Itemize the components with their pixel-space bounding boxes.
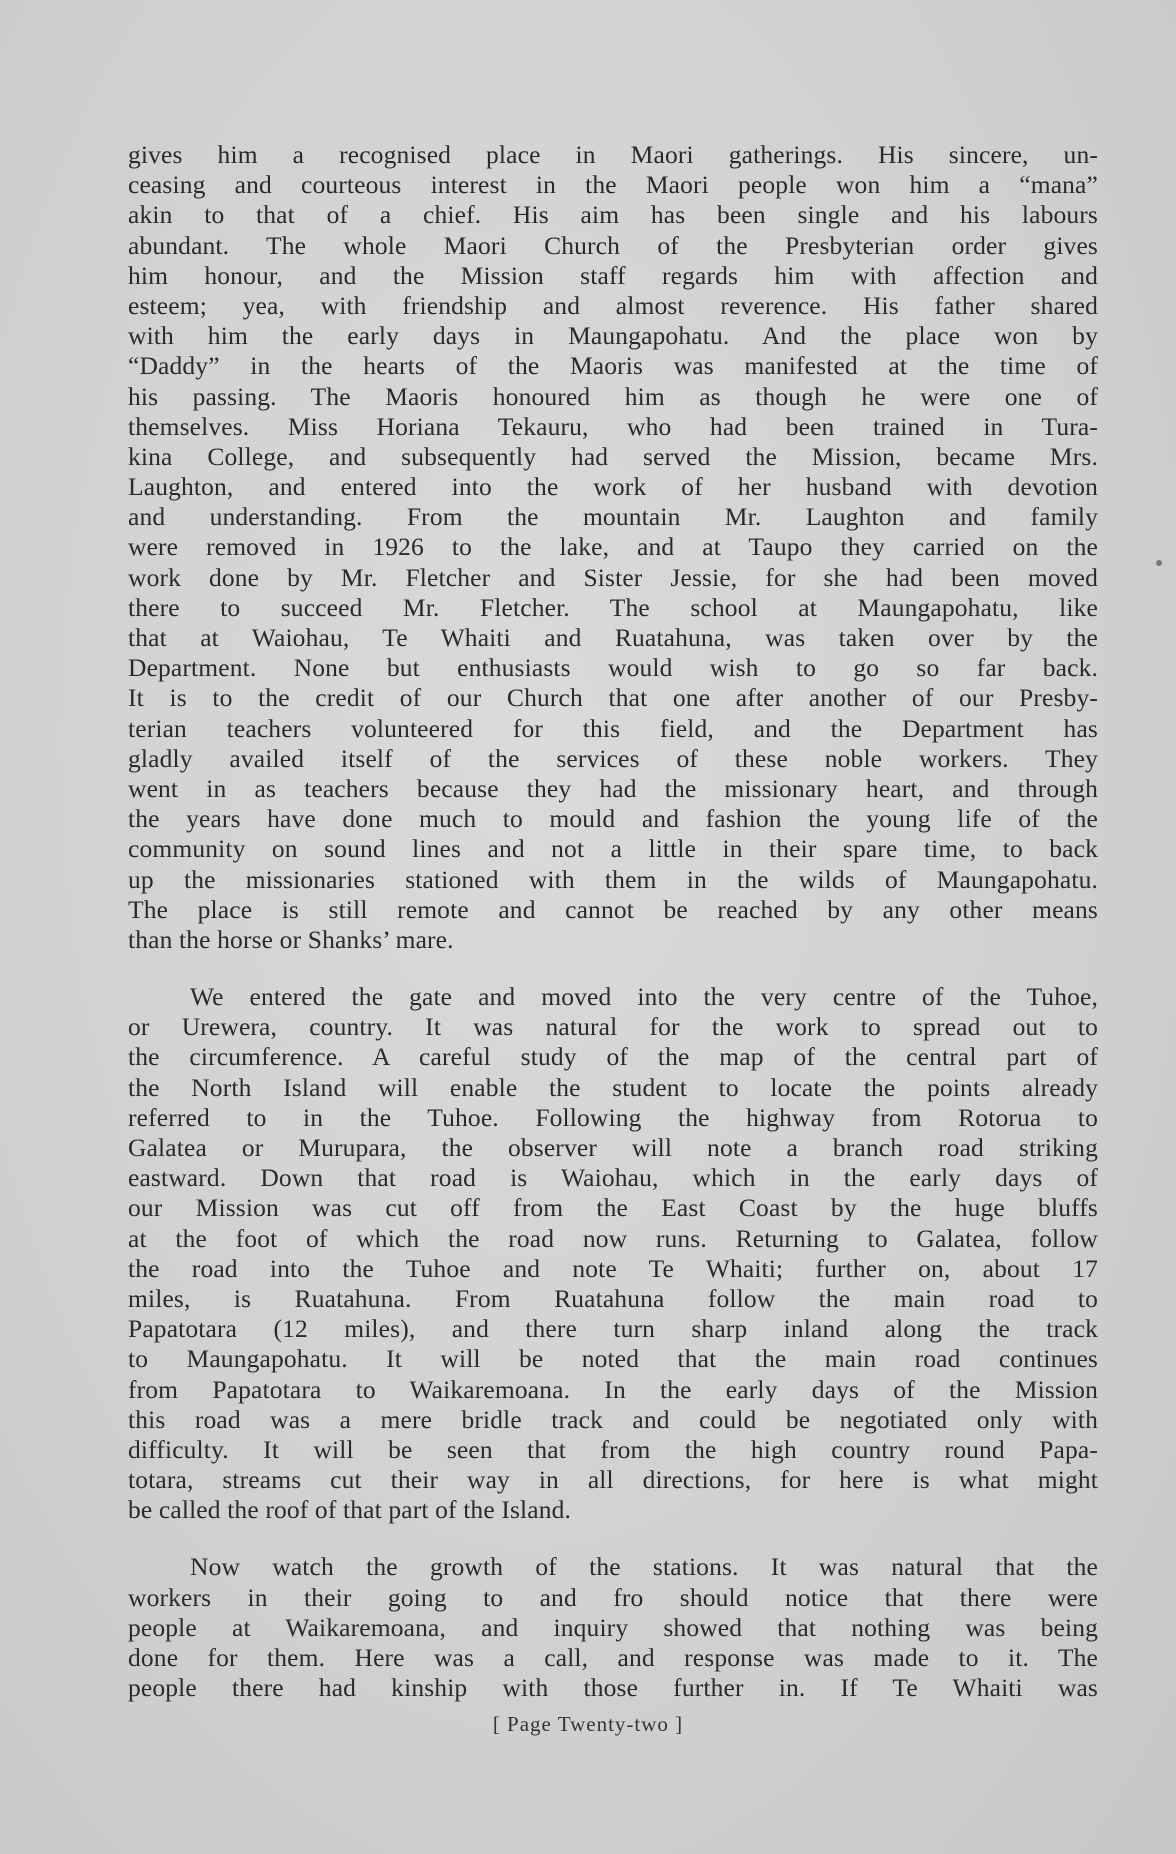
paragraph-gap	[128, 1525, 1098, 1552]
text-line: akin to that of a chief. His aim has been single and his labours	[128, 200, 1098, 230]
text-line: people there had kinship with those further in. If Te Whaiti was	[128, 1673, 1098, 1703]
text-line: terian teachers volunteered for this field, and the Department has	[128, 713, 1098, 743]
text-line: difficulty. It will be seen that from the high country round Papa-	[128, 1434, 1098, 1464]
text-line: the North Island will enable the student to locate the points already	[128, 1072, 1098, 1102]
paragraph-gap	[128, 955, 1098, 982]
text-line: Department. None but enthusiasts would wish to go so far back.	[128, 653, 1098, 683]
text-line: Papatotara (12 miles), and there turn sharp inland along the track	[128, 1314, 1098, 1344]
text-line: the circumference. A careful study of the map of the central part of	[128, 1042, 1098, 1072]
text-line: eastward. Down that road is Waiohau, which in the early days of	[128, 1163, 1098, 1193]
text-line: It is to the credit of our Church that one after another of our Presby-	[128, 683, 1098, 713]
text-line: with him the early days in Maungapohatu. And the place won by	[128, 321, 1098, 351]
text-line: workers in their going to and fro should notice that there were	[128, 1582, 1098, 1612]
text-line: The place is still remote and cannot be reached by any other means	[128, 894, 1098, 924]
text-line: gladly availed itself of the services of these noble workers. They	[128, 743, 1098, 773]
text-line: miles, is Ruatahuna. From Ruatahuna follow the main road to	[128, 1283, 1098, 1313]
text-line: totara, streams cut their way in all directions, for here is what might	[128, 1465, 1098, 1495]
text-line: that at Waiohau, Te Whaiti and Ruatahuna, was taken over by the	[128, 623, 1098, 652]
text-line: ceasing and courteous interest in the Maori people won him a “mana”	[128, 170, 1098, 200]
text-line: the years have done much to mould and fashion the young life of the	[128, 804, 1098, 834]
text-line: esteem; yea, with friendship and almost reverence. His father shared	[128, 290, 1098, 320]
text-line: “Daddy” in the hearts of the Maoris was manifested at the time of	[128, 351, 1098, 381]
text-line: than the horse or Shanks’ mare.	[128, 924, 454, 954]
paragraph	[128, 982, 1098, 1525]
text-line: Galatea or Murupara, the observer will note a branch road striking	[128, 1133, 1098, 1162]
text-line: work done by Mr. Fletcher and Sister Jessie, for she had been moved	[128, 562, 1098, 592]
paragraph	[128, 1552, 1098, 1703]
text-line: from Papatotara to Waikaremoana. In the early days of the Mission	[128, 1374, 1098, 1404]
text-line: him honour, and the Mission staff regards him with affection and	[128, 260, 1098, 290]
text-line: abundant. The whole Maori Church of the Presbyterian order gives	[128, 230, 1098, 260]
text-line: or Urewera, country. It was natural for the work to spread out to	[128, 1012, 1098, 1042]
text-line: Now watch the growth of the stations. It was natural that the	[190, 1552, 1098, 1582]
paragraph	[128, 140, 1098, 955]
text-line: themselves. Miss Horiana Tekauru, who had been trained in Tura-	[128, 411, 1098, 441]
text-line: and understanding. From the mountain Mr. Laughton and family	[128, 502, 1098, 532]
paper-speck	[1156, 560, 1162, 566]
text-line: our Mission was cut off from the East Coast by the huge bluffs	[128, 1193, 1098, 1223]
text-line: Laughton, and entered into the work of her husband with devotion	[128, 472, 1098, 502]
text-line: this road was a mere bridle track and could be negotiated only with	[128, 1404, 1098, 1434]
text-line: were removed in 1926 to the lake, and at Taupo they carried on the	[128, 532, 1098, 562]
text-line: his passing. The Maoris honoured him as though he were one of	[128, 381, 1098, 411]
text-line: community on sound lines and not a little in their spare time, to back	[128, 834, 1098, 864]
text-line: referred to in the Tuhoe. Following the highway from Rotorua to	[128, 1102, 1098, 1132]
text-line: gives him a recognised place in Maori gatherings. His sincere, un-	[128, 140, 1098, 169]
page-footer: [ Page Twenty-two ]	[492, 1712, 684, 1736]
text-line: We entered the gate and moved into the very centre of the Tuhoe,	[190, 982, 1098, 1012]
text-line: went in as teachers because they had the missionary heart, and through	[128, 773, 1098, 803]
text-line: the road into the Tuhoe and note Te Whaiti; further on, about 17	[128, 1253, 1098, 1283]
text-line: kina College, and subsequently had served the Mission, became Mrs.	[128, 441, 1098, 471]
text-line: up the missionaries stationed with them in the wilds of Maungapohatu.	[128, 864, 1098, 894]
text-line: at the foot of which the road now runs. Returning to Galatea, follow	[128, 1223, 1098, 1253]
text-line: done for them. Here was a call, and response was made to it. The	[128, 1643, 1098, 1672]
text-line: people at Waikaremoana, and inquiry showed that nothing was being	[128, 1612, 1098, 1642]
body-text	[128, 140, 1098, 1703]
text-line: to Maungapohatu. It will be noted that the main road continues	[128, 1344, 1098, 1374]
text-line: there to succeed Mr. Fletcher. The school at Maungapohatu, like	[128, 592, 1098, 622]
text-line: be called the roof of that part of the Island.	[128, 1495, 572, 1525]
